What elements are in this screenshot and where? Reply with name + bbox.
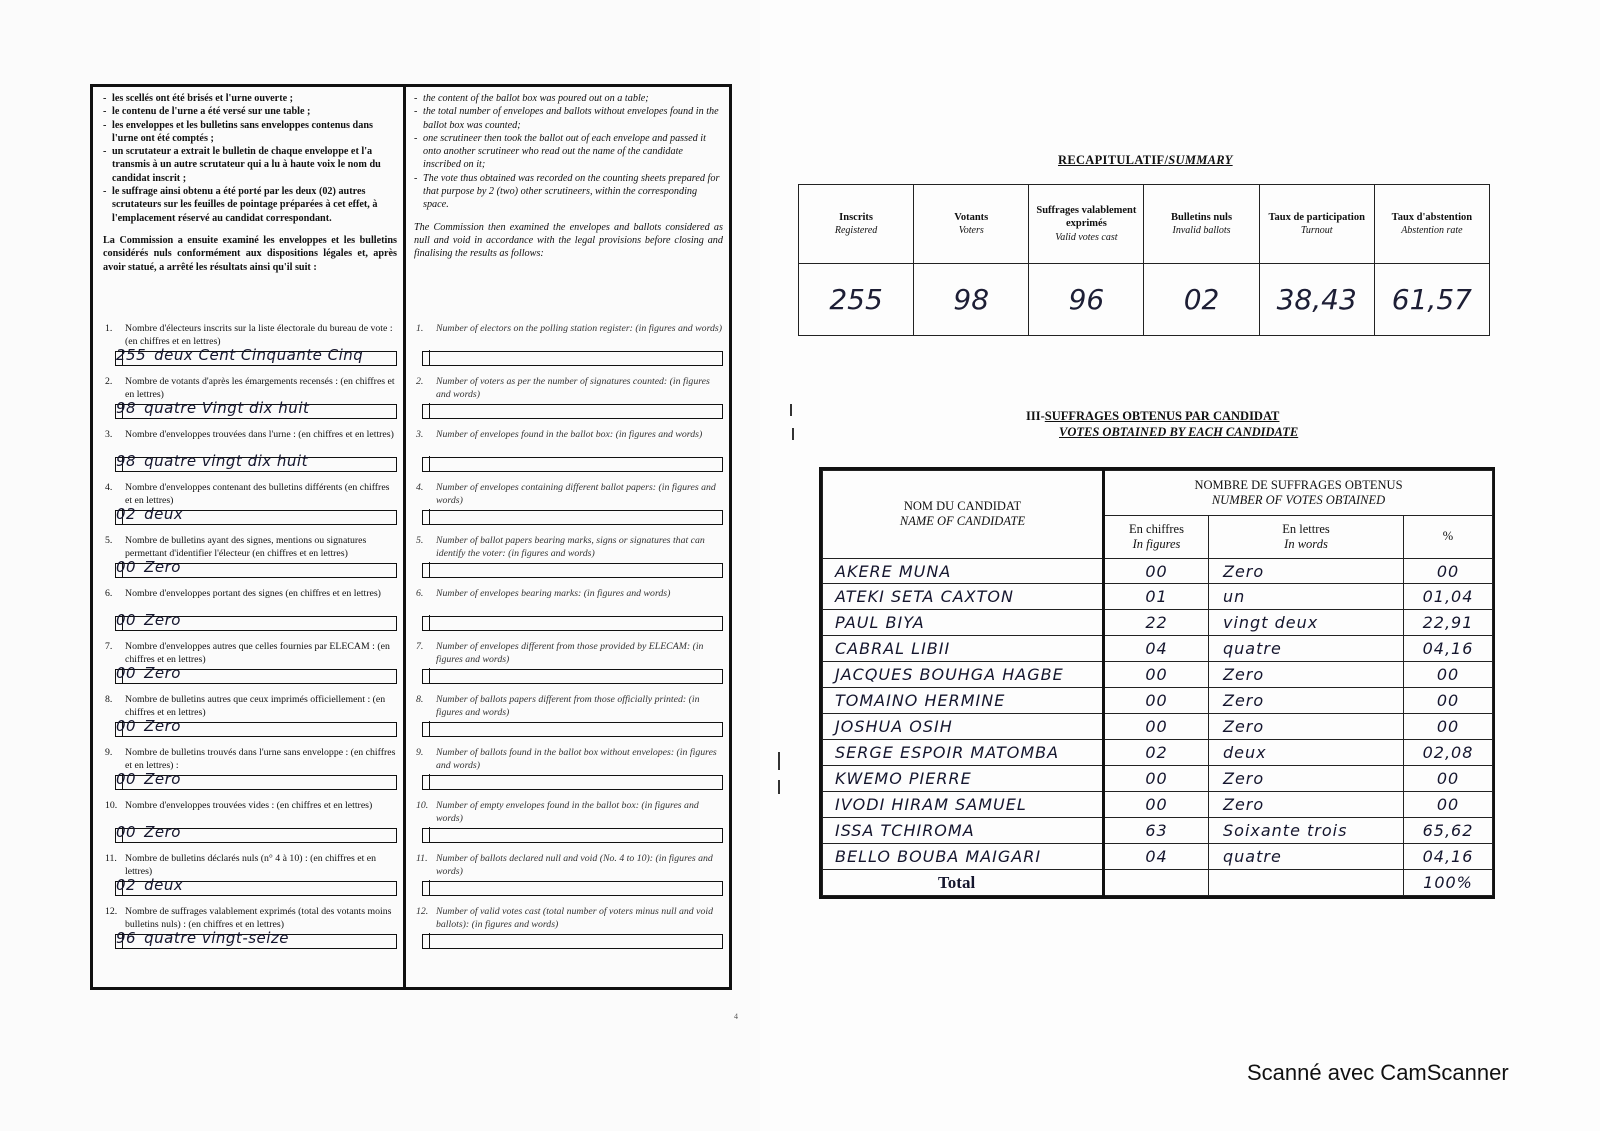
summary-header-4: [1259, 185, 1374, 264]
result-item-number: 12.: [105, 906, 118, 917]
candidate-votes-figure: 04: [1104, 844, 1209, 870]
votes-table-frame: [819, 467, 1495, 899]
result-item: [414, 694, 723, 747]
handwritten-figure: 02: [116, 505, 137, 523]
candidate-name: CABRAL LIBII: [823, 636, 1104, 662]
result-item: [103, 853, 397, 906]
procedure-step: - le suffrage ainsi obtenu a été porté par les deux (02) autres scrutateurs sur les feuilles de pointage préparées à cet effet, à l'emplacement réservé au candidat correspondant.: [103, 185, 397, 225]
result-item-text: Number of empty envelopes found in the ballot box: (in figures and words): [436, 800, 699, 824]
result-item: [414, 641, 723, 694]
result-item-number: 9.: [416, 747, 424, 758]
summary-header-en: Turnout: [1300, 225, 1333, 236]
result-item-number: 6.: [416, 588, 424, 599]
result-answer-box: [422, 828, 723, 843]
candidate-row: [823, 584, 1493, 610]
result-item-number: 12.: [416, 906, 429, 917]
procedure-step: - one scrutineer then took the ballot out of each envelope and passed it onto another scrutineer who read out the name of the candidate inscribed on it;: [414, 132, 723, 172]
summary-value: 98: [914, 264, 1029, 336]
candidate-row: [823, 766, 1493, 792]
candidate-votes-words: Zero: [1209, 714, 1404, 740]
candidate-votes-figure: 22: [1104, 610, 1209, 636]
result-item-label: [414, 747, 723, 772]
candidate-votes-words: un: [1209, 584, 1404, 610]
result-item-text: Number of ballots found in the ballot box without envelopes: (in figures and words): [436, 747, 717, 771]
handwritten-figure: 00: [116, 611, 137, 629]
handwritten-answer: [116, 664, 181, 682]
procedure-step: - The vote thus obtained was recorded on the counting sheets prepared for that purpose by 2 (two) other scrutineers, within the corresponding space.: [414, 172, 723, 212]
result-item-text: Number of valid votes cast (total number of voters minus null and void ballots): (in figures and words): [436, 906, 714, 930]
result-item: [414, 429, 723, 482]
procedure-step: - le contenu de l'urne a été versé sur une table ;: [103, 105, 397, 118]
candidate-votes-percent: 04,16: [1404, 636, 1493, 662]
candidate-row: [823, 818, 1493, 844]
candidate-votes-words: Zero: [1209, 766, 1404, 792]
result-answer-box: [422, 563, 723, 578]
candidate-votes-words: Zero: [1209, 558, 1404, 584]
summary-value: 255: [799, 264, 914, 336]
result-answer-box: [115, 876, 397, 896]
candidate-votes-figure: 00: [1104, 714, 1209, 740]
margin-mark: [778, 752, 780, 770]
candidate-votes-figure: 00: [1104, 792, 1209, 818]
result-answer-box: [422, 404, 723, 419]
result-item-text: Nombre d'enveloppes trouvées vides : (en chiffres et en lettres): [125, 800, 373, 811]
handwritten-words: Zero: [144, 770, 181, 788]
result-item-text: Number of envelopes different from those provided by ELECAM: (in figures and words): [436, 641, 704, 665]
candidate-name: TOMAINO HERMINE: [823, 688, 1104, 714]
result-answer-box: [422, 457, 723, 472]
result-answer-box: [422, 669, 723, 684]
candidate-votes-words: deux: [1209, 740, 1404, 766]
candidate-votes-words: quatre: [1209, 636, 1404, 662]
result-item: [414, 747, 723, 800]
result-item: [414, 800, 723, 853]
result-item-text: Nombre d'électeurs inscrits sur la liste électorale du bureau de vote : (en chiffres et en lettres): [125, 323, 393, 347]
result-item-number: 5.: [416, 535, 424, 546]
candidate-votes-figure: 02: [1104, 740, 1209, 766]
handwritten-words: Zero: [144, 717, 181, 735]
result-answer-box: [115, 929, 397, 949]
candidate-votes-figure: 00: [1104, 766, 1209, 792]
result-item: [414, 906, 723, 959]
result-item: [103, 800, 397, 853]
total-figure: [1104, 870, 1209, 896]
result-item-text: Nombre de bulletins trouvés dans l'urne sans enveloppe : (en chiffres et en lettres) :: [125, 747, 396, 771]
candidate-row: [823, 740, 1493, 766]
handwritten-words: quatre vingt-seize: [144, 929, 290, 947]
handwritten-answer: [116, 876, 183, 894]
procedure-step: - the total number of envelopes and ballots without envelopes found in the ballot box was counted;: [414, 105, 723, 132]
answer-box-divider: [429, 721, 430, 736]
result-item-label: [414, 694, 723, 719]
result-item: [103, 535, 397, 588]
result-item-text: Number of envelopes containing different ballot papers: (in figures and words): [436, 482, 716, 506]
candidate-votes-percent: 02,08: [1404, 740, 1493, 766]
total-percent: 100%: [1404, 870, 1493, 896]
margin-mark: [790, 404, 792, 416]
handwritten-words: deux: [144, 505, 184, 523]
candidate-votes-figure: 01: [1104, 584, 1209, 610]
result-answer-box: [115, 664, 397, 684]
procedure-step: - the content of the ballot box was poured out on a table;: [414, 92, 723, 105]
result-item-text: Nombre de bulletins déclarés nuls (n° 4 à 10) : (en chiffres et en lettres): [125, 853, 377, 877]
result-item: [414, 588, 723, 641]
result-item-number: 6.: [105, 588, 113, 599]
result-item-number: 10.: [416, 800, 429, 811]
handwritten-answer: [116, 823, 181, 841]
handwritten-figure: 96: [116, 929, 137, 947]
result-item-number: 2.: [416, 376, 424, 387]
handwritten-answer: [116, 611, 181, 629]
procedure-step: - les enveloppes et les bulletins sans enveloppes contenus dans l'urne ont été comptés ;: [103, 119, 397, 146]
candidate-name: KWEMO PIERRE: [823, 766, 1104, 792]
handwritten-words: Zero: [144, 823, 181, 841]
page-number: 4: [734, 1012, 738, 1021]
handwritten-figure: 02: [116, 876, 137, 894]
candidate-votes-words: Zero: [1209, 662, 1404, 688]
english-commission-paragraph: The Commission then examined the envelopes and ballots considered as null and void in accordance with the legal provisions before closing and finalising the results as follows:: [414, 221, 723, 260]
summary-header-5: [1374, 185, 1489, 264]
french-column: [93, 87, 406, 987]
candidate-name: AKERE MUNA: [823, 558, 1104, 584]
result-item-label: [103, 747, 397, 772]
result-answer-box: [422, 881, 723, 896]
candidate-row: [823, 844, 1493, 870]
summary-header-en: Invalid ballots: [1172, 225, 1231, 236]
votes-title: III-SUFFRAGES OBTENUS PAR CANDIDAT VOTES OBTAINED BY EACH CANDIDATE: [1026, 409, 1299, 439]
result-item-number: 4.: [105, 482, 113, 493]
handwritten-figure: 98: [116, 452, 137, 470]
result-item-text: Nombre d'enveloppes autres que celles fournies par ELECAM : (en chiffres et en lettres): [125, 641, 390, 665]
handwritten-words: deux Cent Cinquante Cinq: [154, 346, 364, 364]
total-label: Total: [823, 870, 1104, 896]
answer-box-divider: [429, 880, 430, 895]
result-item-text: Nombre d'enveloppes contenant des bulletins différents (en chiffres et en lettres): [125, 482, 390, 506]
result-item-label: [103, 376, 397, 401]
result-item-number: 3.: [105, 429, 113, 440]
result-item-number: 8.: [416, 694, 424, 705]
result-item-label: [414, 535, 723, 560]
summary-header-fr: Votants: [954, 211, 989, 223]
candidate-votes-words: Soixante trois: [1209, 818, 1404, 844]
result-item-text: Number of electors on the polling station register: (in figures and words): [436, 323, 722, 334]
result-item-label: [414, 641, 723, 666]
margin-mark: [792, 428, 794, 440]
result-item-label: [103, 429, 397, 442]
answer-box-divider: [429, 509, 430, 524]
handwritten-answer: [116, 505, 183, 523]
handwritten-answer: [116, 770, 181, 788]
handwritten-figure: 00: [116, 770, 137, 788]
summary-header-0: [799, 185, 914, 264]
result-item-text: Number of ballots declared null and void (No. 4 to 10): (in figures and words): [436, 853, 713, 877]
summary-value: 61,57: [1374, 264, 1489, 336]
candidate-name: JACQUES BOUHGA HAGBE: [823, 662, 1104, 688]
english-procedure-list: [414, 92, 723, 212]
result-item-label: [103, 694, 397, 719]
words-header: En lettres In words: [1209, 515, 1404, 558]
candidate-name: SERGE ESPOIR MATOMBA: [823, 740, 1104, 766]
candidate-votes-percent: 65,62: [1404, 818, 1493, 844]
candidate-votes-figure: 00: [1104, 662, 1209, 688]
french-results-items: [103, 323, 397, 959]
procedure-step: - un scrutateur a extrait le bulletin de chaque enveloppe et l'a transmis à un autre scrutateur qui a lu à haute voix le nom du candidat inscrit ;: [103, 145, 397, 185]
result-item-number: 4.: [416, 482, 424, 493]
result-item: [103, 588, 397, 641]
candidate-votes-percent: 22,91: [1404, 610, 1493, 636]
answer-box-divider: [429, 615, 430, 630]
result-answer-box: [115, 505, 397, 525]
answer-box-divider: [429, 933, 430, 948]
candidate-name-header: NOM DU CANDIDAT NAME OF CANDIDATE: [823, 471, 1104, 559]
answer-box-divider: [429, 350, 430, 365]
candidate-votes-percent: 01,04: [1404, 584, 1493, 610]
total-row: [823, 870, 1493, 896]
result-item-text: Number of envelopes bearing marks: (in figures and words): [436, 588, 671, 599]
answer-box-divider: [429, 774, 430, 789]
result-item: [103, 376, 397, 429]
result-answer-box: [422, 722, 723, 737]
procedure-step: - les scellés ont été brisés et l'urne ouverte ;: [103, 92, 397, 105]
result-item: [103, 429, 397, 482]
french-procedure-list: [103, 92, 397, 225]
result-item: [414, 482, 723, 535]
handwritten-answer: [116, 558, 181, 576]
result-item-text: Number of ballot papers bearing marks, signs or signatures that can identify the voter: (in figures and words): [436, 535, 705, 559]
handwritten-figure: 98: [116, 399, 137, 417]
result-answer-box: [115, 823, 397, 843]
handwritten-figure: 00: [116, 717, 137, 735]
result-answer-box: [422, 510, 723, 525]
result-answer-box: [115, 558, 397, 578]
result-answer-box: [115, 399, 397, 419]
result-answer-box: [422, 616, 723, 631]
handwritten-answer: [116, 346, 363, 364]
result-item: [414, 535, 723, 588]
result-item-text: Nombre de suffrages valablement exprimés (total des votants moins bulletins nuls) : (en chiffres et en lettres): [125, 906, 392, 930]
candidate-votes-words: Zero: [1209, 792, 1404, 818]
candidate-row: [823, 792, 1493, 818]
answer-box-divider: [429, 403, 430, 418]
result-item-label: [414, 429, 723, 442]
candidate-row: [823, 662, 1493, 688]
candidate-votes-percent: 00: [1404, 714, 1493, 740]
candidate-votes-figure: 00: [1104, 558, 1209, 584]
votes-obtained-header: NOMBRE DE SUFFRAGES OBTENUS NUMBER OF VOTES OBTAINED: [1104, 471, 1493, 516]
candidate-name: BELLO BOUBA MAIGARI: [823, 844, 1104, 870]
handwritten-figure: 255: [116, 346, 147, 364]
result-item-label: [414, 376, 723, 401]
handwritten-answer: [116, 399, 309, 417]
minutes-form: [90, 84, 732, 990]
result-item-number: 10.: [105, 800, 118, 811]
candidate-votes-percent: 04,16: [1404, 844, 1493, 870]
result-item: [103, 694, 397, 747]
summary-header-fr: Inscrits: [839, 211, 873, 223]
candidate-row: [823, 558, 1493, 584]
summary-header-fr: Taux de participation: [1268, 211, 1365, 223]
result-item: [414, 853, 723, 906]
result-item-label: [103, 323, 397, 348]
english-column: [406, 87, 729, 987]
candidate-name: IVODI HIRAM SAMUEL: [823, 792, 1104, 818]
result-item-number: 3.: [416, 429, 424, 440]
result-item: [414, 376, 723, 429]
result-item-number: 1.: [105, 323, 113, 334]
english-results-items: [414, 323, 723, 959]
total-words: [1209, 870, 1404, 896]
french-commission-paragraph: La Commission a ensuite examiné les enveloppes et les bulletins considérés nuls conformément aux dispositions légales et, après avoir statué, a arrêté les résultats ainsi qu'il suit :: [103, 234, 397, 273]
result-answer-box: [422, 351, 723, 366]
result-item: [103, 323, 397, 376]
candidate-votes-percent: 00: [1404, 766, 1493, 792]
result-item: [103, 641, 397, 694]
result-item-number: 5.: [105, 535, 113, 546]
result-item-label: [414, 323, 723, 336]
result-item: [103, 747, 397, 800]
result-item-text: Nombre d'enveloppes portant des signes (en chiffres et en lettres): [125, 588, 381, 599]
candidate-row: [823, 688, 1493, 714]
result-item-label: [103, 853, 397, 878]
result-item-text: Nombre de votants d'après les émargements recensés : (en chiffres et en lettres): [125, 376, 395, 400]
result-item: [414, 323, 723, 376]
summary-header-en: Voters: [958, 225, 984, 236]
handwritten-words: Zero: [144, 558, 181, 576]
answer-box-divider: [429, 562, 430, 577]
result-answer-box: [115, 770, 397, 790]
handwritten-words: quatre Vingt dix huit: [144, 399, 310, 417]
candidate-votes-percent: 00: [1404, 792, 1493, 818]
summary-value: 96: [1029, 264, 1144, 336]
summary-header-2: [1029, 185, 1144, 264]
result-item-label: [103, 588, 397, 601]
result-answer-box: [115, 717, 397, 737]
handwritten-figure: 00: [116, 823, 137, 841]
summary-value: 38,43: [1259, 264, 1374, 336]
summary-header-1: [914, 185, 1029, 264]
result-item-number: 1.: [416, 323, 424, 334]
summary-header-3: [1144, 185, 1259, 264]
handwritten-answer: [116, 717, 181, 735]
result-answer-box: [422, 934, 723, 949]
candidate-votes-percent: 00: [1404, 688, 1493, 714]
result-answer-box: [115, 611, 397, 631]
handwritten-answer: [116, 452, 308, 470]
result-item: [103, 906, 397, 959]
summary-title: RECAPITULATIF/SUMMARY: [1058, 153, 1233, 167]
votes-table: [822, 470, 1493, 896]
candidate-row: [823, 636, 1493, 662]
result-item-text: Nombre de bulletins ayant des signes, mentions ou signatures permettant d'identifier l'électeur (en chiffres et en lettres): [125, 535, 367, 559]
result-item-number: 8.: [105, 694, 113, 705]
summary-header-en: Valid votes cast: [1055, 231, 1118, 243]
result-item-label: [103, 641, 397, 666]
result-item-text: Nombre d'enveloppes trouvées dans l'urne : (en chiffres et en lettres): [125, 429, 394, 440]
result-item-label: [103, 535, 397, 560]
figures-header: En chiffres In figures: [1104, 515, 1209, 558]
summary-header-fr: Bulletins nuls: [1171, 211, 1233, 223]
result-item-number: 2.: [105, 376, 113, 387]
handwritten-answer: [116, 929, 289, 947]
summary-header-fr: Taux d'abstention: [1391, 211, 1473, 223]
result-item-number: 9.: [105, 747, 113, 758]
result-item-number: 11.: [105, 853, 117, 864]
candidate-row: [823, 610, 1493, 636]
result-item: [103, 482, 397, 535]
summary-header-en: Registered: [834, 225, 878, 236]
result-item-number: 11.: [416, 853, 428, 864]
summary-header-fr: Suffrages valablement exprimés: [1036, 204, 1137, 230]
result-item-text: Number of envelopes found in the ballot box: (in figures and words): [436, 429, 703, 440]
handwritten-words: deux: [144, 876, 184, 894]
result-item-label: [103, 800, 397, 813]
percent-header: %: [1404, 515, 1493, 558]
result-answer-box: [115, 452, 397, 472]
result-item-label: [414, 588, 723, 601]
candidate-votes-percent: 00: [1404, 558, 1493, 584]
handwritten-figure: 00: [116, 558, 137, 576]
camscanner-watermark: Scanné avec CamScanner: [1247, 1060, 1509, 1085]
candidate-row: [823, 714, 1493, 740]
result-item-number: 7.: [416, 641, 424, 652]
margin-mark: [778, 780, 780, 794]
answer-box-divider: [429, 668, 430, 683]
candidate-votes-words: vingt deux: [1209, 610, 1404, 636]
result-item-number: 7.: [105, 641, 113, 652]
candidate-votes-words: Zero: [1209, 688, 1404, 714]
result-item-label: [414, 482, 723, 507]
result-item-text: Number of ballots papers different from those officially printed: (in figures and words): [436, 694, 700, 718]
handwritten-words: Zero: [144, 611, 181, 629]
candidate-name: ISSA TCHIROMA: [823, 818, 1104, 844]
handwritten-figure: 00: [116, 664, 137, 682]
result-item-label: [414, 800, 723, 825]
summary-value: 02: [1144, 264, 1259, 336]
result-answer-box: [422, 775, 723, 790]
summary-header-en: Abstention rate: [1401, 225, 1463, 236]
result-item-label: [103, 482, 397, 507]
candidate-name: ATEKI SETA CAXTON: [823, 584, 1104, 610]
handwritten-words: Zero: [144, 664, 181, 682]
candidate-votes-figure: 04: [1104, 636, 1209, 662]
summary-table: [798, 184, 1490, 336]
candidate-name: PAUL BIYA: [823, 610, 1104, 636]
answer-box-divider: [429, 827, 430, 842]
candidate-votes-words: quatre: [1209, 844, 1404, 870]
candidate-votes-figure: 00: [1104, 688, 1209, 714]
result-item-text: Number of voters as per the number of signatures counted: (in figures and words): [436, 376, 710, 400]
candidate-votes-percent: 00: [1404, 662, 1493, 688]
result-item-label: [414, 906, 723, 931]
result-answer-box: [115, 346, 397, 366]
candidate-votes-figure: 63: [1104, 818, 1209, 844]
answer-box-divider: [429, 456, 430, 471]
handwritten-words: quatre vingt dix huit: [144, 452, 308, 470]
result-item-label: [414, 853, 723, 878]
result-item-text: Nombre de bulletins autres que ceux imprimés officiellement : (en chiffres et en lettres): [125, 694, 386, 718]
result-item-label: [103, 906, 397, 931]
candidate-name: JOSHUA OSIH: [823, 714, 1104, 740]
